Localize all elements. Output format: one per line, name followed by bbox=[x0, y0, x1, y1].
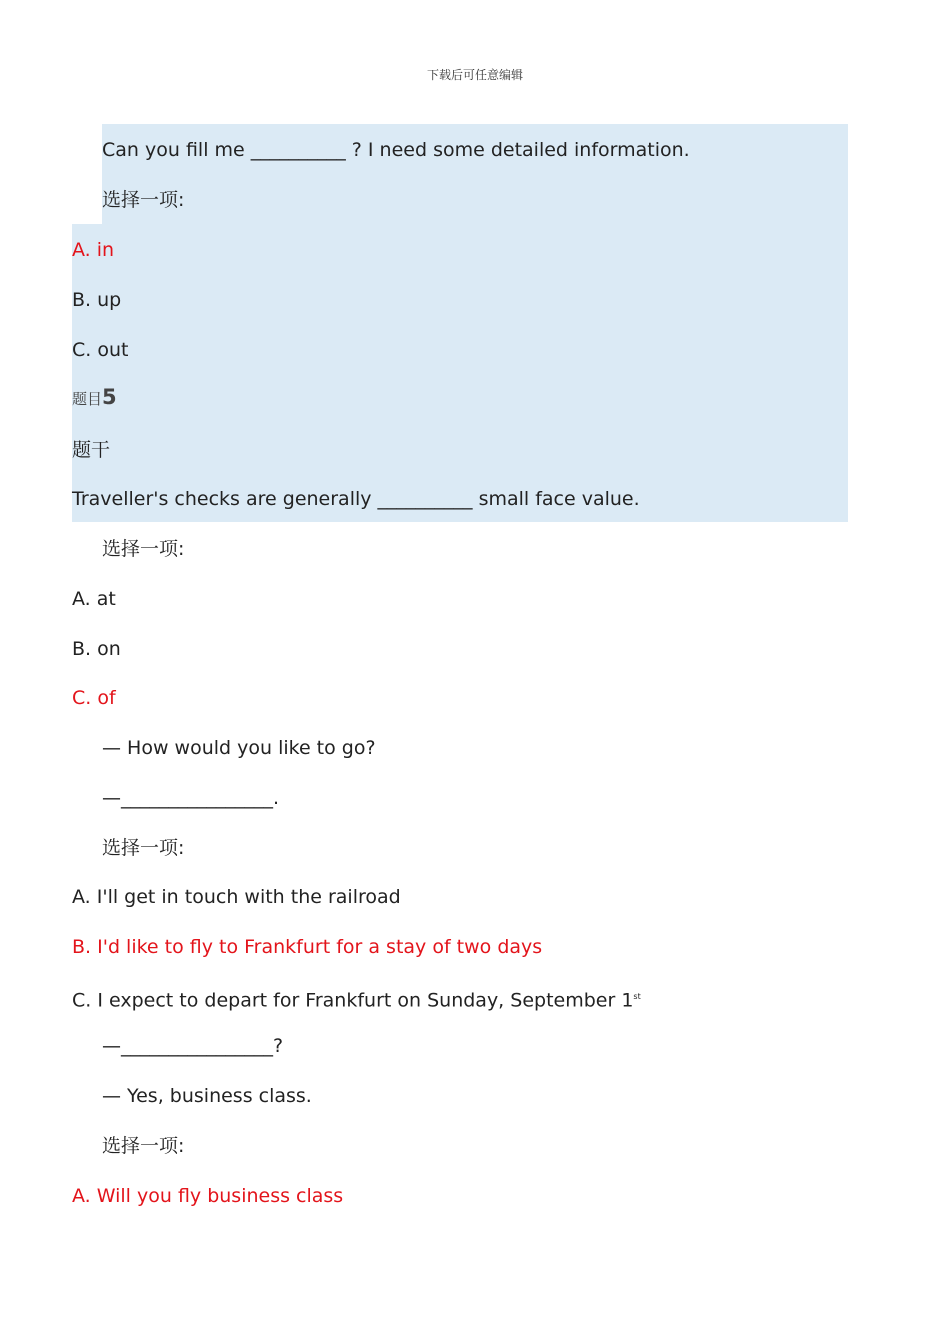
option-b: B. up bbox=[72, 289, 122, 311]
option-c-correct: C. of bbox=[72, 687, 116, 709]
dialogue-line-1: — How would you like to go? bbox=[102, 737, 376, 759]
dialogue-line-1: —________________? bbox=[102, 1035, 284, 1057]
option-a: A. at bbox=[72, 588, 116, 610]
highlight-block-main bbox=[72, 224, 848, 522]
question-stem: Traveller's checks are generally __________ small face value. bbox=[72, 488, 640, 510]
question-number-value: 5 bbox=[102, 385, 117, 409]
ordinal-suffix: st bbox=[633, 992, 641, 1001]
option-b: B. on bbox=[72, 638, 121, 660]
dialogue-line-2: —________________. bbox=[102, 787, 280, 809]
choose-one-label: 选择一项: bbox=[102, 538, 185, 560]
choose-one-label: 选择一项: bbox=[102, 837, 185, 859]
page-header: 下载后可任意编辑 bbox=[426, 68, 523, 82]
question-label: 题目 bbox=[72, 390, 103, 408]
question-stem: Can you fill me __________ ? I need some detailed information. bbox=[102, 139, 690, 161]
choose-one-label: 选择一项: bbox=[102, 189, 185, 211]
dialogue-line-2: — Yes, business class. bbox=[102, 1085, 312, 1107]
option-a: A. I'll get in touch with the railroad bbox=[72, 886, 401, 908]
option-c-text: C. I expect to depart for Frankfurt on Sunday, September 1 bbox=[72, 989, 634, 1012]
option-a-correct: A. in bbox=[72, 239, 115, 261]
option-c bbox=[72, 984, 641, 1013]
choose-one-label: 选择一项: bbox=[102, 1135, 185, 1157]
question-number bbox=[72, 384, 117, 412]
question-stem-label: 题干 bbox=[72, 439, 111, 461]
option-a-correct: A. Will you fly business class bbox=[72, 1185, 344, 1207]
option-c: C. out bbox=[72, 339, 129, 361]
option-b-correct: B. I'd like to fly to Frankfurt for a stay of two days bbox=[72, 936, 543, 958]
